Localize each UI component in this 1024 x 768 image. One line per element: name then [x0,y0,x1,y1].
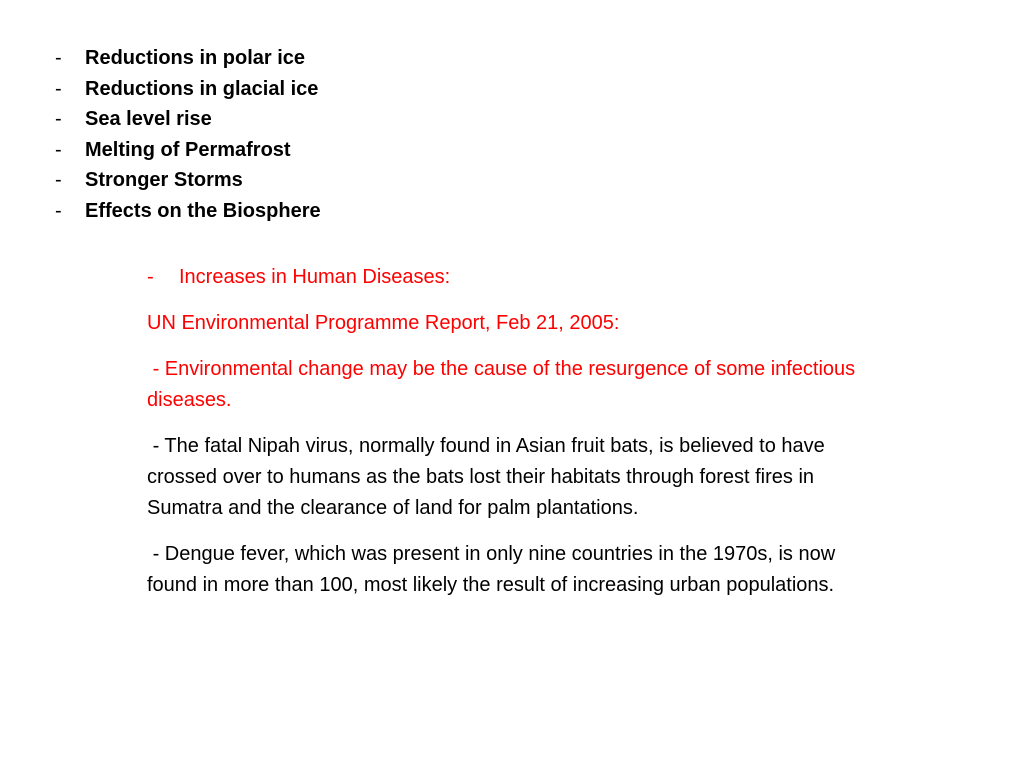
bullet-item [55,74,321,105]
point-nipah-virus: - The fatal Nipah virus, normally found in Asian fruit bats, is believed to have crossed over to humans as the bats lost their habitats through forest fires in Sumatra and the clearance of land for palm plantations. [147,435,831,519]
point-environmental-change: - Environmental change may be the cause of the resurgence of some infectious diseases. [147,358,861,411]
bullet-text: Effects on the Biosphere [85,199,321,222]
bullet-text: Reductions in polar ice [85,47,306,69]
bullet-dash: - [55,108,62,130]
bullet-item [55,135,321,166]
point-dengue-fever: - Dengue fever, which was present in only nine countries in the 1970s, is now found in more than 100, most likely the result of increasing urban populations. [147,543,841,596]
bullet-item [55,43,321,74]
bullet-dash: - [55,77,62,100]
bullet-item [55,165,321,196]
bullet-dash: - [55,138,62,161]
bullet-item [55,104,321,135]
bullet-text: Reductions in glacial ice [85,77,319,100]
heading-dash: - [147,266,154,288]
human-diseases-section [147,262,872,616]
bullet-text: Melting of Permafrost [85,138,291,161]
bullet-text: Sea level rise [85,108,212,130]
bullet-dash: - [55,47,62,69]
bullet-item [55,196,321,227]
heading-text: Increases in Human Diseases: [179,266,451,288]
report-citation: UN Environmental Programme Report, Feb 21, 2005: [147,312,620,334]
effects-bullet-list [55,43,321,226]
bullet-dash: - [55,169,62,191]
section-heading [147,262,872,293]
bullet-dash: - [55,199,62,222]
bullet-text: Stronger Storms [85,169,243,191]
